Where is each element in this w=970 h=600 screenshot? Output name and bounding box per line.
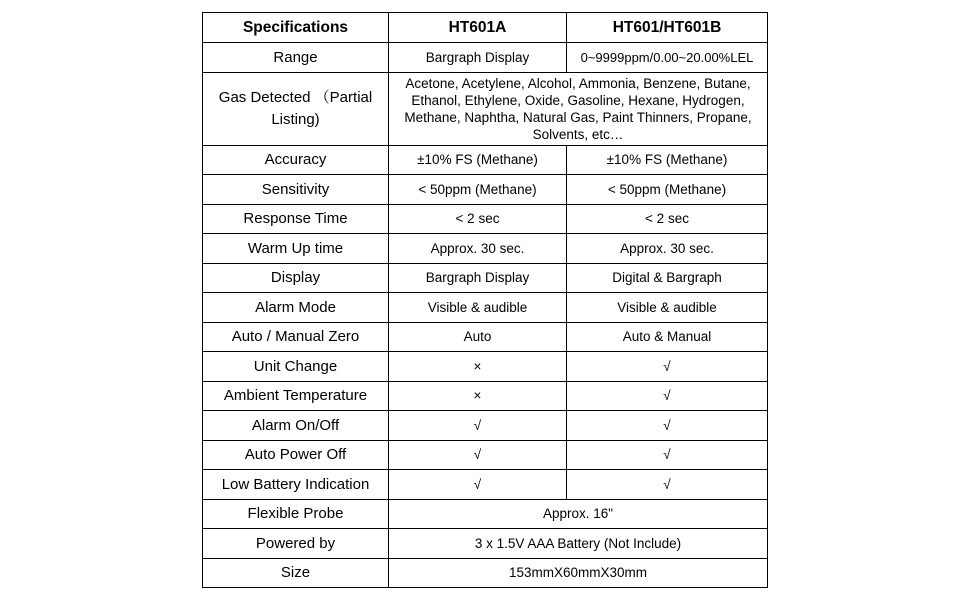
row-label: Sensitivity — [203, 175, 389, 205]
table-row — [203, 145, 768, 175]
ht601a-value: × — [389, 381, 567, 411]
table-row — [203, 381, 768, 411]
ht601a-value: < 2 sec — [389, 204, 567, 234]
row-label: Auto / Manual Zero — [203, 322, 389, 352]
ht601b-value: Visible & audible — [567, 293, 768, 323]
row-label: Range — [203, 43, 389, 73]
ht601b-value: ±10% FS (Methane) — [567, 145, 768, 175]
shared-value: Acetone, Acetylene, Alcohol, Ammonia, Benzene, Butane, Ethanol, Ethylene, Oxide, Gasoline, Hexane, Hydrogen, Methane, Naphtha, Natural Gas, Paint Thinners, Propane, Solvents, etc… — [389, 72, 768, 145]
row-label: Display — [203, 263, 389, 293]
header-row — [203, 13, 768, 43]
shared-value: 153mmX60mmX30mm — [389, 558, 768, 588]
table-row — [203, 72, 768, 145]
table-row — [203, 322, 768, 352]
row-label: Alarm Mode — [203, 293, 389, 323]
ht601b-value: √ — [567, 440, 768, 470]
ht601b-value: Auto & Manual — [567, 322, 768, 352]
ht601a-value: < 50ppm (Methane) — [389, 175, 567, 205]
row-label: Low Battery Indication — [203, 470, 389, 500]
ht601b-value: √ — [567, 470, 768, 500]
table-row — [203, 293, 768, 323]
ht601b-value: √ — [567, 352, 768, 382]
header-ht601-ht601b: HT601/HT601B — [567, 13, 768, 43]
row-label: Alarm On/Off — [203, 411, 389, 441]
table-row — [203, 234, 768, 264]
header-specifications: Specifications — [203, 13, 389, 43]
ht601a-value: × — [389, 352, 567, 382]
ht601a-value: ±10% FS (Methane) — [389, 145, 567, 175]
table-row — [203, 440, 768, 470]
row-label: Auto Power Off — [203, 440, 389, 470]
ht601b-value: √ — [567, 411, 768, 441]
ht601a-value: Approx. 30 sec. — [389, 234, 567, 264]
ht601b-value: 0~9999ppm/0.00~20.00%LEL — [567, 43, 768, 73]
table-row — [203, 470, 768, 500]
table-row — [203, 558, 768, 588]
row-label: Gas Detected （Partial Listing) — [203, 72, 389, 145]
table-row — [203, 204, 768, 234]
shared-value: Approx. 16" — [389, 499, 768, 529]
row-label: Powered by — [203, 529, 389, 559]
row-label: Response Time — [203, 204, 389, 234]
row-label: Unit Change — [203, 352, 389, 382]
table-row — [203, 411, 768, 441]
ht601a-value: Auto — [389, 322, 567, 352]
ht601a-value: √ — [389, 411, 567, 441]
ht601b-value: √ — [567, 381, 768, 411]
row-label: Ambient Temperature — [203, 381, 389, 411]
table-row — [203, 263, 768, 293]
header-ht601a: HT601A — [389, 13, 567, 43]
ht601a-value: Visible & audible — [389, 293, 567, 323]
row-label: Flexible Probe — [203, 499, 389, 529]
ht601a-value: √ — [389, 440, 567, 470]
ht601b-value: Approx. 30 sec. — [567, 234, 768, 264]
specifications-table — [202, 12, 768, 588]
ht601b-value: < 50ppm (Methane) — [567, 175, 768, 205]
table-row — [203, 529, 768, 559]
table-row — [203, 352, 768, 382]
row-label: Accuracy — [203, 145, 389, 175]
row-label: Warm Up time — [203, 234, 389, 264]
ht601b-value: Digital & Bargraph — [567, 263, 768, 293]
table-row — [203, 43, 768, 73]
shared-value: 3 x 1.5V AAA Battery (Not Include) — [389, 529, 768, 559]
table-row — [203, 175, 768, 205]
ht601a-value: Bargraph Display — [389, 43, 567, 73]
row-label: Size — [203, 558, 389, 588]
ht601b-value: < 2 sec — [567, 204, 768, 234]
table-row — [203, 499, 768, 529]
ht601a-value: Bargraph Display — [389, 263, 567, 293]
ht601a-value: √ — [389, 470, 567, 500]
